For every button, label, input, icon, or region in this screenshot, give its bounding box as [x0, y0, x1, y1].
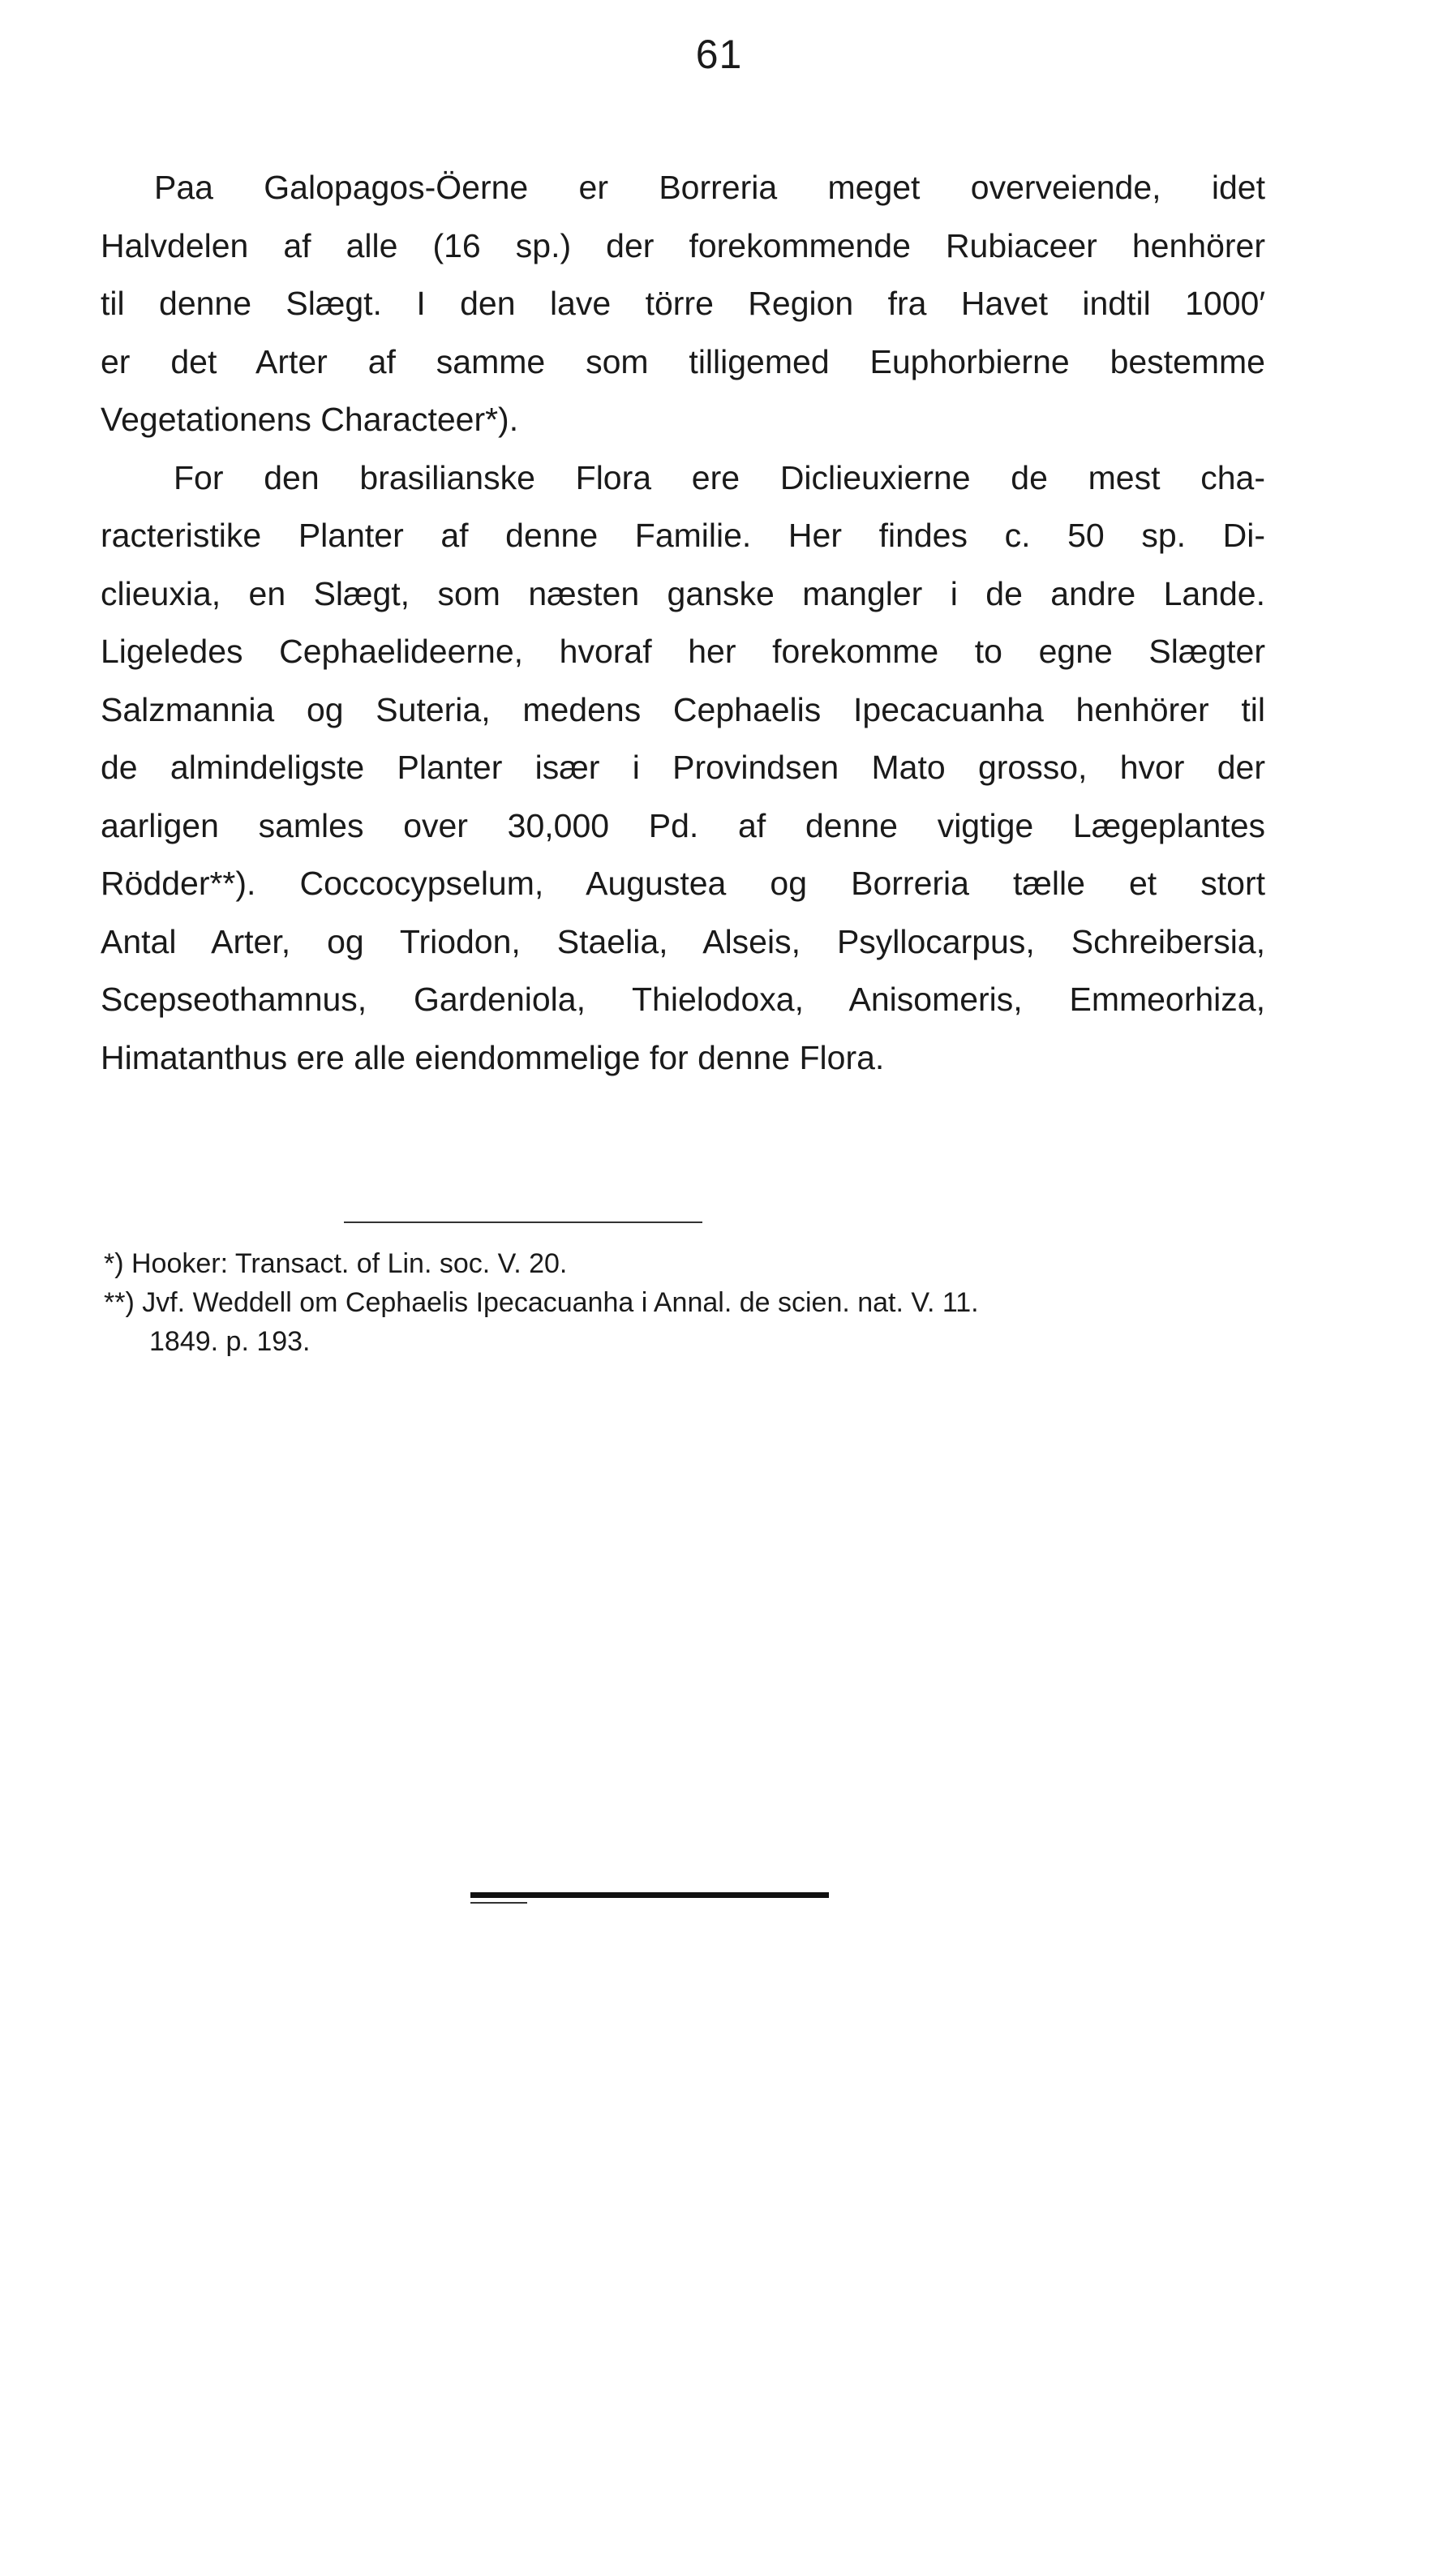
- text-line: Halvdelen af alle (16 sp.) der forekommende Rubiaceer henhörer: [101, 226, 1265, 264]
- footnote-separator: [344, 1221, 702, 1223]
- body-text: [101, 159, 1265, 1087]
- text-line: Paa Galopagos-Öerne er Borreria meget overveiende, idet: [154, 169, 1265, 206]
- text-line: Himatanthus ere alle eiendommelige for denne Flora.: [101, 1038, 885, 1076]
- footnote-1: *) Hooker: Transact. of Lin. soc. V. 20.: [104, 1248, 568, 1279]
- text-line: Ligeledes Cephaelideerne, hvoraf her forekomme to egne Slægter: [101, 633, 1265, 670]
- text-line: de almindeligste Planter især i Provindsen Mato grosso, hvor der: [101, 749, 1265, 786]
- text-line: racteristike Planter af denne Familie. Her findes c. 50 sp. Di-: [101, 517, 1265, 554]
- footnote-2-continuation: 1849. p. 193.: [149, 1326, 311, 1357]
- page-number: 61: [695, 32, 743, 77]
- text-line: aarligen samles over 30,000 Pd. af denne vigtige Lægeplantes: [101, 806, 1265, 844]
- text-line: til denne Slægt. I den lave törre Region fra Havet indtil 1000′: [101, 285, 1265, 322]
- footnote-2: **) Jvf. Weddell om Cephaelis Ipecacuanha i Annal. de scien. nat. V. 11.: [104, 1287, 979, 1318]
- text-line: clieuxia, en Slægt, som næsten ganske mangler i de andre Lande.: [101, 574, 1265, 612]
- text-line: Scepseothamnus, Gardeniola, Thielodoxa, Anisomeris, Emmeorhiza,: [101, 981, 1265, 1018]
- printers-rule: [470, 1892, 829, 1898]
- text-line: er det Arter af samme som tilligemed Euphorbierne bestemme: [101, 342, 1265, 380]
- text-line: Antal Arter, og Triodon, Staelia, Alseis, Psyllocarpus, Schreibersia,: [101, 922, 1265, 960]
- text-line: Vegetationens Characteer*).: [101, 401, 519, 438]
- text-line: Salzmannia og Suteria, medens Cephaelis Ipecacuanha henhörer til: [101, 690, 1265, 728]
- text-line: For den brasilianske Flora ere Diclieuxierne de mest cha-: [174, 458, 1265, 496]
- footnotes: [104, 1244, 1265, 1361]
- text-line: Rödder**). Coccocypselum, Augustea og Borreria tælle et stort: [101, 865, 1265, 902]
- printers-rule-thin: [470, 1902, 527, 1904]
